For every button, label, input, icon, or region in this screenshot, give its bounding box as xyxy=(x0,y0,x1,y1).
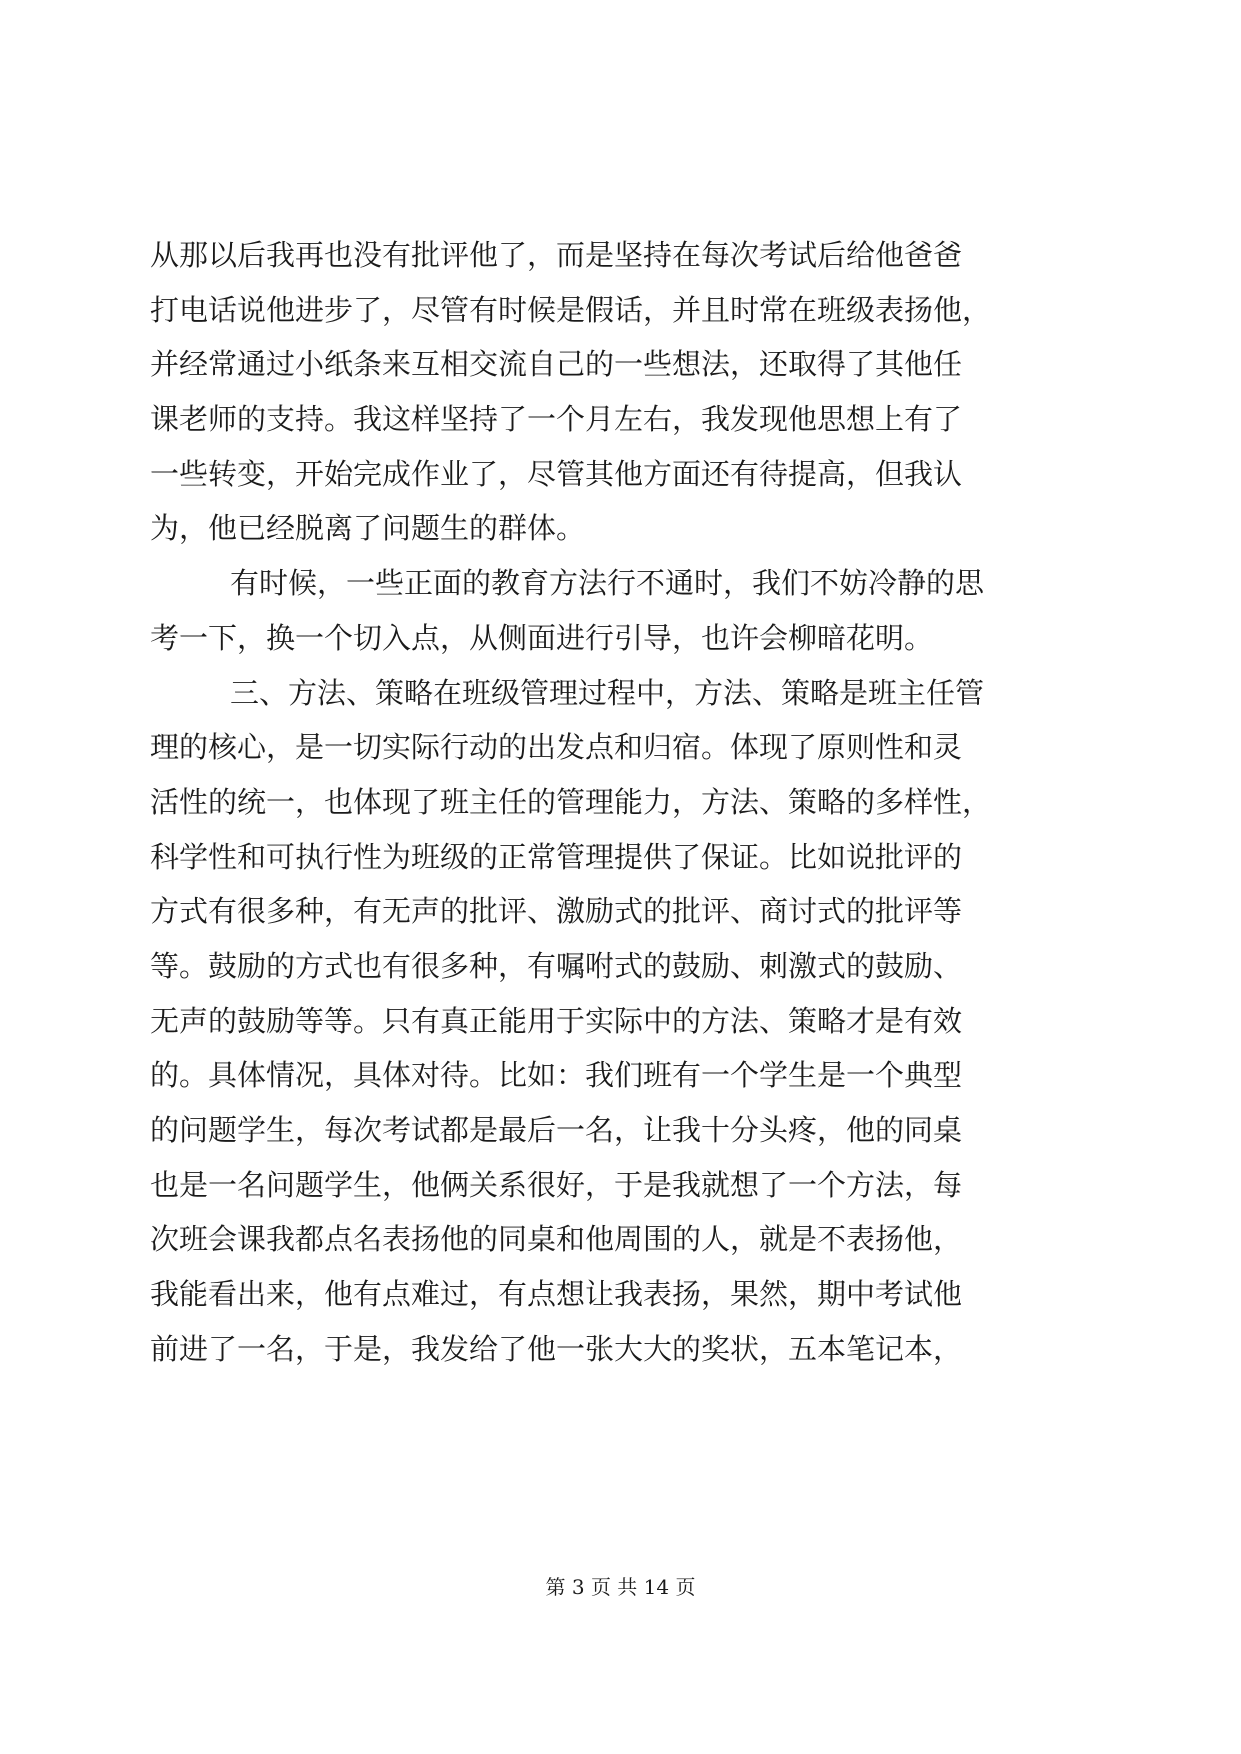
text-line: 等。鼓励的方式也有很多种，有嘱咐式的鼓励、刺激式的鼓励、 xyxy=(150,948,963,983)
text-line: 方式有很多种，有无声的批评、激励式的批评、商讨式的批评等 xyxy=(150,894,963,929)
text-line: 理的核心，是一切实际行动的出发点和归宿。体现了原则性和灵 xyxy=(150,730,963,765)
text-line: 活性的统一，也体现了班主任的管理能力，方法、策略的多样性， xyxy=(150,784,992,819)
page-footer xyxy=(0,1575,1241,1599)
text-line: 为，他已经脱离了问题生的群体。 xyxy=(150,511,586,546)
text-line: 并经常通过小纸条来互相交流自己的一些想法，还取得了其他任 xyxy=(150,347,963,382)
text-line: 的。具体情况，具体对待。比如：我们班有一个学生是一个典型 xyxy=(150,1058,963,1093)
text-line: 打电话说他进步了，尽管有时候是假话，并且时常在班级表扬他， xyxy=(150,292,992,327)
text-line: 从那以后我再也没有批评他了，而是坚持在每次考试后给他爸爸 xyxy=(150,238,963,272)
page-number-label: 第 3 页 共 14 页 xyxy=(545,1575,696,1599)
text-line: 的问题学生，每次考试都是最后一名，让我十分头疼，他的同桌 xyxy=(150,1113,963,1147)
text-line: 我能看出来，他有点难过，有点想让我表扬，果然，期中考试他 xyxy=(150,1277,963,1312)
paragraph-start-line: 有时候，一些正面的教育方法行不通时，我们不妨冷静的思 xyxy=(230,566,985,601)
text-line: 科学性和可执行性为班级的正常管理提供了保证。比如说批评的 xyxy=(150,839,963,874)
text-line: 次班会课我都点名表扬他的同桌和他周围的人，就是不表扬他， xyxy=(150,1222,963,1257)
text-line: 一些转变，开始完成作业了，尽管其他方面还有待提高，但我认 xyxy=(150,456,963,491)
text-line: 也是一名问题学生，他俩关系很好，于是我就想了一个方法，每 xyxy=(150,1167,963,1202)
text-line: 考一下，换一个切入点，从侧面进行引导，也许会柳暗花明。 xyxy=(150,620,934,655)
text-line: 前进了一名，于是，我发给了他一张大大的奖状，五本笔记本， xyxy=(150,1331,963,1366)
paragraph-start-line: 三、方法、策略在班级管理过程中，方法、策略是班主任管 xyxy=(230,675,985,710)
body-text xyxy=(150,228,1090,1376)
text-line: 无声的鼓励等等。只有真正能用于实际中的方法、策略才是有效 xyxy=(150,1003,963,1038)
text-line: 课老师的支持。我这样坚持了一个月左右，我发现他思想上有了 xyxy=(150,402,963,437)
